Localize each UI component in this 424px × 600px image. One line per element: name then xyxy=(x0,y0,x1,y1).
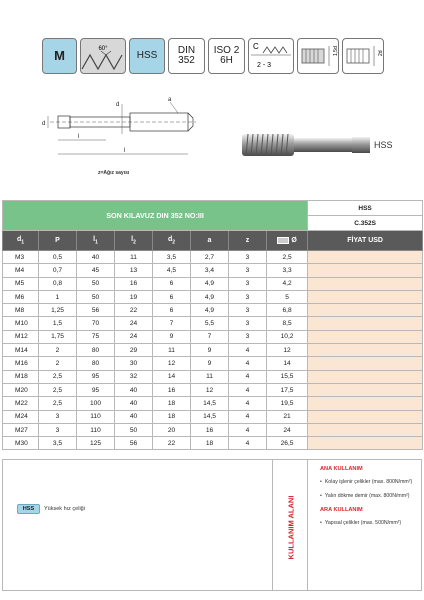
price-cell[interactable] xyxy=(308,304,423,317)
price-cell[interactable] xyxy=(308,344,423,357)
price-cell[interactable] xyxy=(308,277,423,290)
table-cell: 4 xyxy=(229,344,267,357)
table-cell: 24 xyxy=(115,317,153,330)
table-cell: 14,5 xyxy=(191,410,229,423)
col-drill-diameter: Ø xyxy=(267,231,308,251)
table-cell: 14 xyxy=(267,357,308,370)
table-cell: 4,5 xyxy=(153,264,191,277)
table-cell: 32 xyxy=(115,370,153,383)
tap-photo xyxy=(240,125,375,165)
table-cell: 1,75 xyxy=(39,330,77,343)
table-row xyxy=(3,277,423,290)
table-cell: 12 xyxy=(191,383,229,396)
table-cell: 40 xyxy=(115,410,153,423)
table-cell: 9 xyxy=(191,357,229,370)
table-cell: 6,8 xyxy=(267,304,308,317)
table-cell: 100 xyxy=(77,397,115,410)
svg-text:d: d xyxy=(42,121,46,127)
thread-length-svg xyxy=(298,40,338,72)
table-cell: 19 xyxy=(115,290,153,303)
table-row xyxy=(3,397,423,410)
table-cell: 14,5 xyxy=(191,397,229,410)
price-cell[interactable] xyxy=(308,330,423,343)
table-cell: 2,5 xyxy=(39,397,77,410)
table-cell: M24 xyxy=(3,410,39,423)
table-cell: M4 xyxy=(3,264,39,277)
table-cell: 16 xyxy=(153,383,191,396)
usage-footer xyxy=(2,459,422,591)
table-cell: 50 xyxy=(77,290,115,303)
svg-text:2d: 2d xyxy=(378,50,384,56)
table-row xyxy=(3,410,423,423)
table-cell: 29 xyxy=(115,344,153,357)
svg-text:l: l xyxy=(78,134,80,140)
table-cell: 75 xyxy=(77,330,115,343)
price-cell[interactable] xyxy=(308,317,423,330)
table-cell: 18 xyxy=(153,410,191,423)
table-cell: 3 xyxy=(39,423,77,436)
iso-label: ISO 2 xyxy=(213,44,240,56)
main-usage-item: • Yalın dökme demir (max. 800N/mm²) xyxy=(320,493,412,499)
table-row xyxy=(3,344,423,357)
svg-text:l: l xyxy=(124,148,126,154)
col-a: a xyxy=(191,231,229,251)
table-cell: 5 xyxy=(267,290,308,303)
usage-area-label xyxy=(277,468,305,586)
metric-label: M xyxy=(54,48,65,64)
table-cell: 4 xyxy=(229,410,267,423)
secondary-usage-heading: ARA KULLANIM xyxy=(320,507,363,513)
table-cell: M18 xyxy=(3,370,39,383)
price-cell[interactable] xyxy=(308,370,423,383)
table-cell: 4,9 xyxy=(191,290,229,303)
price-cell[interactable] xyxy=(308,357,423,370)
table-cell: 16 xyxy=(191,423,229,436)
price-cell[interactable] xyxy=(308,290,423,303)
thread-profile-svg xyxy=(81,41,125,73)
iso-tolerance-icon xyxy=(208,38,245,74)
table-cell: 56 xyxy=(115,437,153,450)
table-cell: 0,7 xyxy=(39,264,77,277)
table-cell: M12 xyxy=(3,330,39,343)
table-cell: 40 xyxy=(115,397,153,410)
chamfer-form-label: C xyxy=(253,42,259,51)
table-row xyxy=(3,423,423,436)
din-number: 352 xyxy=(178,55,195,66)
din-standard-icon xyxy=(168,38,205,74)
table-cell: 1 xyxy=(39,290,77,303)
table-row xyxy=(3,290,423,303)
col-z: z xyxy=(229,231,267,251)
price-cell[interactable] xyxy=(308,251,423,264)
table-cell: 3,4 xyxy=(191,264,229,277)
table-cell: 80 xyxy=(77,344,115,357)
table-cell: 21 xyxy=(267,410,308,423)
table-cell: 80 xyxy=(77,357,115,370)
main-usage-item: • Kolay işlenir çelikler (max. 800N/mm²) xyxy=(320,479,412,485)
table-cell: 15,5 xyxy=(267,370,308,383)
table-cell: 125 xyxy=(77,437,115,450)
table-cell: 3,5 xyxy=(39,437,77,450)
table-cell: 17,5 xyxy=(267,383,308,396)
table-cell: 20 xyxy=(153,423,191,436)
table-cell: M30 xyxy=(3,437,39,450)
table-cell: 13 xyxy=(115,264,153,277)
table-cell: 6 xyxy=(153,304,191,317)
table-row xyxy=(3,437,423,450)
table-cell: 3,3 xyxy=(267,264,308,277)
table-cell: 6 xyxy=(153,277,191,290)
table-cell: 4 xyxy=(229,357,267,370)
table-cell: 4,9 xyxy=(191,277,229,290)
table-cell: 30 xyxy=(115,357,153,370)
hss-legend-text: Yüksek hız çeliği xyxy=(44,506,85,512)
chamfer-form-icon xyxy=(248,38,294,74)
usage-list xyxy=(307,460,412,590)
column-header-row xyxy=(3,231,423,251)
chamfer-threads-label: 2 - 3 xyxy=(257,62,272,69)
table-cell: 110 xyxy=(77,410,115,423)
table-cell: 4 xyxy=(229,383,267,396)
table-cell: 4,2 xyxy=(267,277,308,290)
table-row xyxy=(3,383,423,396)
table-cell: 1,25 xyxy=(39,304,77,317)
table-cell: M14 xyxy=(3,344,39,357)
table-cell: M10 xyxy=(3,317,39,330)
table-cell: 45 xyxy=(77,264,115,277)
table-cell: 95 xyxy=(77,383,115,396)
col-l2: $l_2$ xyxy=(115,231,153,251)
table-cell: 1,5 xyxy=(39,317,77,330)
spec-table xyxy=(2,200,423,450)
svg-text:d: d xyxy=(116,102,120,108)
thread-angle-label: 60° xyxy=(98,46,108,52)
table-cell: 3 xyxy=(229,304,267,317)
table-cell: 24 xyxy=(115,330,153,343)
material-label: HSS xyxy=(136,49,158,61)
table-cell: 4 xyxy=(229,397,267,410)
table-cell: 11 xyxy=(191,370,229,383)
table-cell: 7 xyxy=(191,330,229,343)
table-cell: 2,5 xyxy=(39,383,77,396)
table-cell: 40 xyxy=(77,251,115,264)
secondary-usage-item: • Yapısal çelikler (max. 500N/mm²) xyxy=(320,520,412,526)
price-header: FİYAT USD xyxy=(308,231,423,251)
col-l1: $l_1$ xyxy=(77,231,115,251)
tap-technical-drawing xyxy=(38,94,198,180)
table-cell: 0,5 xyxy=(39,251,77,264)
table-cell: 2,5 xyxy=(267,251,308,264)
table-cell: 9 xyxy=(191,344,229,357)
table-cell: 12 xyxy=(267,344,308,357)
table-cell: 12 xyxy=(153,357,191,370)
table-cell: 8,5 xyxy=(267,317,308,330)
table-cell: 3 xyxy=(229,330,267,343)
table-cell: 3 xyxy=(229,264,267,277)
table-cell: 19,5 xyxy=(267,397,308,410)
table-cell: 5,5 xyxy=(191,317,229,330)
price-cell[interactable] xyxy=(308,437,423,450)
table-cell: M20 xyxy=(3,383,39,396)
table-cell: 11 xyxy=(115,251,153,264)
table-cell: 2,5 xyxy=(39,370,77,383)
col-d1: $d_1$ xyxy=(3,231,39,251)
table-cell: M22 xyxy=(3,397,39,410)
thread-length-icon xyxy=(297,38,339,74)
material-icon xyxy=(129,38,165,74)
iso-class: 6H xyxy=(220,55,233,66)
table-cell: 3 xyxy=(229,290,267,303)
din-label: DIN xyxy=(177,44,196,56)
usage-area-text: KULLANIM ALANI xyxy=(286,495,296,559)
table-cell: 4 xyxy=(229,370,267,383)
table-row xyxy=(3,264,423,277)
table-cell: 0,8 xyxy=(39,277,77,290)
photo-label: HSS xyxy=(374,140,393,150)
table-cell: 6 xyxy=(153,290,191,303)
table-row xyxy=(3,330,423,343)
table-cell: 2 xyxy=(39,344,77,357)
footer-divider xyxy=(272,460,273,590)
table-cell: 3 xyxy=(229,317,267,330)
table-cell: 40 xyxy=(115,383,153,396)
product-code: C.352S xyxy=(308,216,423,231)
table-cell: 3,5 xyxy=(153,251,191,264)
table-cell: 11 xyxy=(153,344,191,357)
table-row xyxy=(3,357,423,370)
table-cell: M6 xyxy=(3,290,39,303)
drill-icon xyxy=(277,237,289,244)
table-cell: 95 xyxy=(77,370,115,383)
table-cell: 22 xyxy=(115,304,153,317)
table-cell: 56 xyxy=(77,304,115,317)
table-cell: 50 xyxy=(115,423,153,436)
table-cell: 9 xyxy=(153,330,191,343)
spec-icon-strip xyxy=(42,38,384,74)
total-length-svg xyxy=(343,40,383,72)
price-cell[interactable] xyxy=(308,423,423,436)
table-cell: 24 xyxy=(267,423,308,436)
table-cell: 26,5 xyxy=(267,437,308,450)
drawing-caption: z=Ağız sayısı xyxy=(98,170,130,176)
chamfer-form-svg xyxy=(249,39,293,73)
hss-legend-chip: HSS xyxy=(17,504,40,514)
table-cell: 110 xyxy=(77,423,115,436)
main-usage-heading: ANA KULLANIM xyxy=(320,466,363,472)
svg-text:a: a xyxy=(168,97,172,103)
table-cell: 3 xyxy=(229,251,267,264)
total-length-icon xyxy=(342,38,384,74)
col-p: P xyxy=(39,231,77,251)
thread-profile-icon xyxy=(80,38,126,74)
table-cell: 3 xyxy=(229,277,267,290)
table-cell: 10,2 xyxy=(267,330,308,343)
table-cell: M27 xyxy=(3,423,39,436)
material-header: HSS xyxy=(308,201,423,216)
table-cell: 4 xyxy=(229,437,267,450)
table-cell: M5 xyxy=(3,277,39,290)
table-row xyxy=(3,317,423,330)
table-cell: M8 xyxy=(3,304,39,317)
svg-text:1,5d: 1,5d xyxy=(333,46,339,56)
table-row xyxy=(3,251,423,264)
table-cell: 2 xyxy=(39,357,77,370)
price-cell[interactable] xyxy=(308,383,423,396)
table-cell: M3 xyxy=(3,251,39,264)
table-cell: M16 xyxy=(3,357,39,370)
table-cell: 50 xyxy=(77,277,115,290)
table-cell: 3 xyxy=(39,410,77,423)
table-cell: 4 xyxy=(229,423,267,436)
table-cell: 18 xyxy=(153,397,191,410)
legend xyxy=(17,504,85,514)
table-row xyxy=(3,370,423,383)
table-cell: 22 xyxy=(153,437,191,450)
table-cell: 14 xyxy=(153,370,191,383)
price-cell[interactable] xyxy=(308,264,423,277)
price-cell[interactable] xyxy=(308,397,423,410)
col-d2: $d_2$ xyxy=(153,231,191,251)
table-row xyxy=(3,304,423,317)
table-cell: 18 xyxy=(191,437,229,450)
table-cell: 70 xyxy=(77,317,115,330)
metric-icon xyxy=(42,38,77,74)
table-cell: 4,9 xyxy=(191,304,229,317)
price-cell[interactable] xyxy=(308,410,423,423)
table-cell: 7 xyxy=(153,317,191,330)
table-cell: 2,7 xyxy=(191,251,229,264)
table-cell: 16 xyxy=(115,277,153,290)
table-title: SON KILAVUZ DIN 352 NO:III xyxy=(3,201,308,231)
